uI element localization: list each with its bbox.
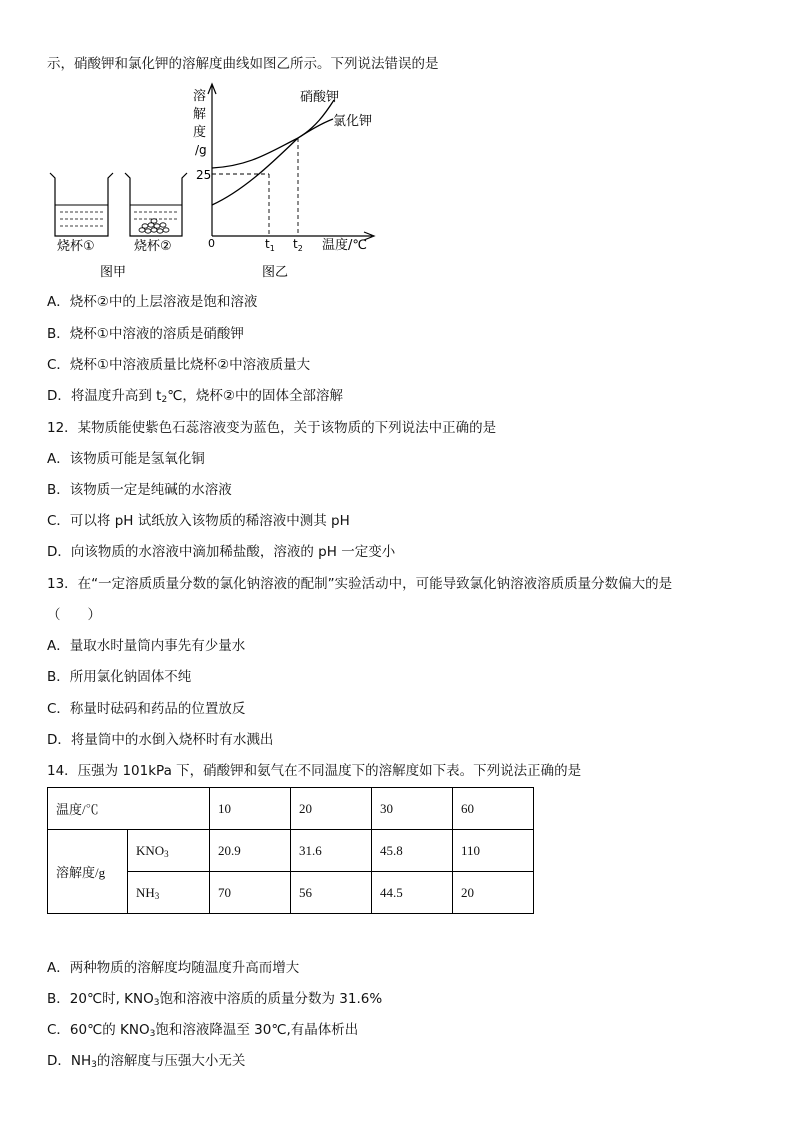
q13-option-b: B．所用氯化钠固体不纯	[47, 669, 192, 685]
q13-option-a: A．量取水时量筒内事先有少量水	[47, 638, 246, 654]
y-axis-label-4: /g	[195, 143, 207, 157]
question-13-paren: （ ）	[47, 607, 101, 623]
q14-option-d: D．$NH_3$的溶解度与压强大小无关	[47, 1053, 246, 1070]
figure-a-caption: 图甲	[100, 265, 127, 280]
t2-label: $t_2$	[293, 237, 303, 253]
q14-option-b: B．20℃时, $KNO_3$饱和溶液中溶质的质量分数为 31.6%	[47, 991, 383, 1008]
table-row	[48, 788, 534, 830]
beaker-1-label: 烧杯①	[57, 239, 95, 254]
q11-option-d: D．将温度升高到 $t_2℃$，烧杯②中的固体全部溶解	[47, 388, 343, 405]
q12-option-d: D．向该物质的水溶液中滴加稀盐酸，溶液的 pH 一定变小	[47, 544, 396, 560]
q12-option-a: A．该物质可能是氢氧化铜	[47, 451, 205, 467]
table-cell: 60	[453, 788, 534, 830]
question-14-stem: 14．压强为 101kPa 下，硝酸钾和氨气在不同温度下的溶解度如下表。下列说法正确的是	[47, 763, 582, 779]
y-tick-25: 25	[196, 168, 212, 182]
kcl-curve-label: 氯化钾	[333, 114, 373, 129]
question-12-stem: 12．某物质能使紫色石蕊溶液变为蓝色，关于该物质的下列说法中正确的是	[47, 420, 497, 436]
q11-option-b: B．烧杯①中溶液的溶质是硝酸钾	[47, 326, 244, 342]
y-axis-label-3: 度	[193, 125, 207, 140]
q14-option-c: C．60℃的 $KNO_3$饱和溶液降温至 30℃,有晶体析出	[47, 1022, 359, 1039]
kno3-curve	[212, 100, 334, 168]
x-axis-label: 温度/℃	[322, 238, 367, 253]
table-cell-kno3: $KNO_3$	[128, 830, 210, 872]
y-axis-label-2: 解	[193, 107, 207, 122]
table-cell: 110	[453, 830, 534, 872]
figure-b-caption: 图乙	[262, 265, 289, 280]
table-header-label: 温度/℃	[48, 788, 210, 830]
t1-label: $t_1$	[265, 237, 275, 253]
question-11-intro: 示，硝酸钾和氯化钾的溶解度曲线如图乙所示。下列说法错误的是	[47, 56, 439, 72]
table-row	[48, 830, 534, 872]
beaker-1	[50, 173, 113, 236]
q12-option-b: B．该物质一定是纯碱的水溶液	[47, 482, 232, 498]
q13-option-c: C．称量时砝码和药品的位置放反	[47, 701, 246, 717]
kno3-curve-label: 硝酸钾	[300, 90, 340, 105]
y-axis-label-1: 溶	[193, 89, 207, 104]
beaker-2-label: 烧杯②	[134, 239, 172, 254]
table-cell: 20.9	[210, 830, 291, 872]
table-cell: 10	[210, 788, 291, 830]
origin-label: 0	[208, 237, 215, 250]
table-cell: 45.8	[372, 830, 453, 872]
table-cell: 20	[453, 872, 534, 914]
solubility-table	[47, 787, 534, 914]
q11-option-c: C．烧杯①中溶液质量比烧杯②中溶液质量大	[47, 357, 311, 373]
table-cell-nh3: $NH_3$	[128, 872, 210, 914]
table-row-group-label: 溶解度/g	[48, 830, 128, 914]
table-cell: 56	[291, 872, 372, 914]
q12-option-c: C．可以将 pH 试纸放入该物质的稀溶液中测其 pH	[47, 513, 350, 529]
table-cell: 70	[210, 872, 291, 914]
table-cell: 20	[291, 788, 372, 830]
q11-option-a: A．烧杯②中的上层溶液是饱和溶液	[47, 294, 258, 310]
question-11-figure	[0, 0, 794, 290]
beaker-2	[125, 173, 187, 236]
undissolved-solid	[139, 219, 169, 233]
table-cell: 44.5	[372, 872, 453, 914]
q13-option-d: D．将量筒中的水倒入烧杯时有水溅出	[47, 732, 274, 748]
question-13-stem: 13．在“一定溶质质量分数的氯化钠溶液的配制”实验活动中，可能导致氯化钠溶液溶质质量分数偏大的是	[47, 576, 673, 592]
kcl-curve	[212, 119, 333, 205]
solubility-chart	[208, 84, 374, 240]
table-cell: 31.6	[291, 830, 372, 872]
q14-option-a: A．两种物质的溶解度均随温度升高而增大	[47, 960, 300, 976]
table-cell: 30	[372, 788, 453, 830]
